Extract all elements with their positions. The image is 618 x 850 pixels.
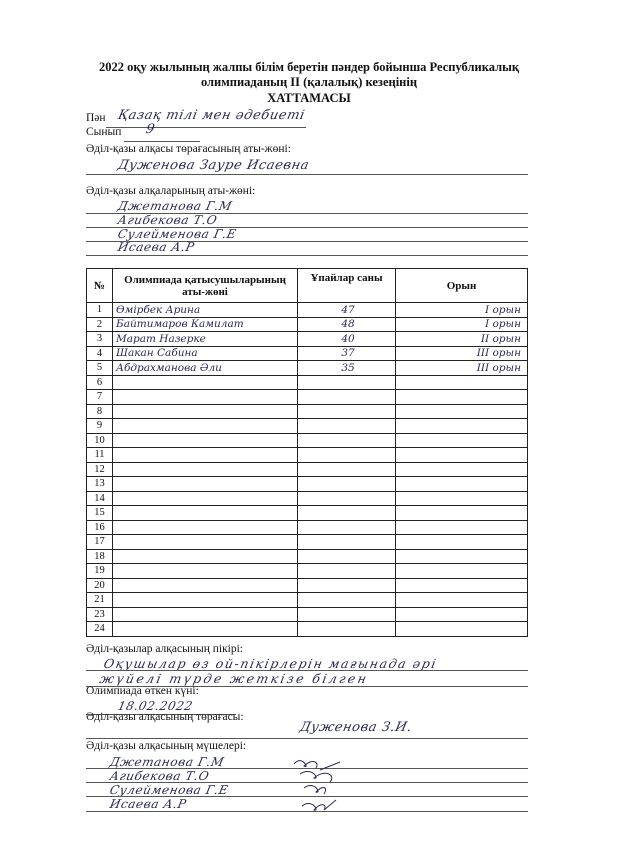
score-value	[298, 549, 396, 564]
grade-line	[124, 141, 200, 142]
table-row	[87, 317, 528, 332]
participant-name	[113, 477, 298, 492]
row-number: 18	[87, 549, 113, 564]
score-value	[298, 506, 396, 521]
date-value: 18.02.2022	[116, 699, 195, 713]
place-value	[396, 390, 528, 405]
members-label: Әділ-қазы алқаларының аты-жөні:	[86, 185, 256, 197]
footer-chair-line	[86, 738, 528, 739]
footer-member-1: Джетанова Г.М	[108, 755, 226, 769]
participant-name	[113, 462, 298, 477]
place-value: II орын	[396, 332, 528, 347]
place-value	[396, 535, 528, 550]
participant-name	[113, 433, 298, 448]
participant-name: Марат Назерке	[113, 332, 298, 347]
participant-name	[113, 491, 298, 506]
place-value: I орын	[396, 303, 528, 318]
participant-name	[113, 404, 298, 419]
place-value	[396, 593, 528, 608]
subject-line	[106, 127, 306, 128]
place-value	[396, 491, 528, 506]
participant-name: Абдрахманова Әли	[113, 361, 298, 376]
footer-members-label: Әділ-қазы алқасының мүшелері:	[86, 740, 247, 752]
place-value: III орын	[396, 361, 528, 376]
score-value	[298, 448, 396, 463]
participant-name	[113, 622, 298, 637]
member-2: Агибекова Т.О	[116, 213, 219, 227]
score-value	[298, 462, 396, 477]
score-value	[298, 578, 396, 593]
col-header-score: Ұпайлар саны	[298, 269, 396, 303]
member-1: Джетанова Г.М	[116, 199, 234, 213]
place-value	[396, 549, 528, 564]
score-value	[298, 491, 396, 506]
participant-name: Шакан Сабина	[113, 346, 298, 361]
score-value	[298, 593, 396, 608]
place-value	[396, 375, 528, 390]
table-row	[87, 346, 528, 361]
grade-label: Сынып	[86, 126, 122, 138]
subject-value: Қазақ тілі мен әдебиеті	[116, 108, 307, 123]
participant-name	[113, 593, 298, 608]
chair-label: Әділ-қазы алқасы төрағасының аты-жөні:	[86, 143, 291, 155]
table-row	[87, 390, 528, 405]
row-number: 8	[87, 404, 113, 419]
footer-chair-label: Әділ-қазы алқасының төрағасы:	[86, 711, 244, 723]
header-line-1: 2022 оқу жылының жалпы білім беретін пәндер бойынша Республикалық	[98, 60, 520, 74]
place-value	[396, 477, 528, 492]
table-row	[87, 578, 528, 593]
footer-member-3: Сулейменова Г.Е	[108, 783, 230, 797]
place-value	[396, 462, 528, 477]
table-row	[87, 520, 528, 535]
table-row	[87, 404, 528, 419]
place-value	[396, 404, 528, 419]
score-value	[298, 404, 396, 419]
opinion-line-2: жүйелі түрде жеткізе білген	[98, 671, 371, 686]
document-title: ХАТТАМАСЫ	[267, 91, 351, 105]
participant-name	[113, 448, 298, 463]
row-number: 21	[87, 593, 113, 608]
score-value	[298, 622, 396, 637]
table-row	[87, 506, 528, 521]
score-value: 37	[298, 346, 396, 361]
footer-member-2: Агибекова Т.О	[108, 769, 211, 783]
place-value	[396, 520, 528, 535]
row-number: 16	[87, 520, 113, 535]
table-row	[87, 448, 528, 463]
score-value: 47	[298, 303, 396, 318]
footer-member-4: Исаева А.Р	[108, 797, 188, 811]
table-row	[87, 361, 528, 376]
grade-value: 9	[144, 122, 157, 137]
row-number: 4	[87, 346, 113, 361]
table-body	[87, 303, 528, 637]
participant-name	[113, 549, 298, 564]
footer-chair-value: Дуженова З.И.	[298, 720, 414, 735]
row-number: 17	[87, 535, 113, 550]
participant-name	[113, 506, 298, 521]
score-value: 35	[298, 361, 396, 376]
subject-label: Пән	[86, 112, 106, 124]
table-row	[87, 564, 528, 579]
score-value	[298, 419, 396, 434]
score-value	[298, 375, 396, 390]
table-row	[87, 549, 528, 564]
row-number: 12	[87, 462, 113, 477]
score-value	[298, 390, 396, 405]
row-number: 11	[87, 448, 113, 463]
place-value: III орын	[396, 346, 528, 361]
opinion-label: Әділ-қазылар алқасының пікірі:	[86, 643, 243, 655]
col-header-participant: Олимпиада қатысушыларының аты-жөні	[113, 269, 298, 303]
place-value	[396, 433, 528, 448]
row-number: 1	[87, 303, 113, 318]
participant-name	[113, 535, 298, 550]
row-number: 13	[87, 477, 113, 492]
participant-name	[113, 520, 298, 535]
row-number: 24	[87, 622, 113, 637]
place-value	[396, 506, 528, 521]
row-number: 10	[87, 433, 113, 448]
member-signatures	[290, 752, 380, 820]
score-value	[298, 535, 396, 550]
participant-name: Өмірбек Арина	[113, 303, 298, 318]
participant-name	[113, 419, 298, 434]
row-number: 9	[87, 419, 113, 434]
place-value	[396, 564, 528, 579]
member-4: Исаева А.Р	[116, 240, 196, 254]
row-number: 20	[87, 578, 113, 593]
row-number: 15	[87, 506, 113, 521]
participant-name	[113, 390, 298, 405]
place-value: I орын	[396, 317, 528, 332]
row-number: 7	[87, 390, 113, 405]
table-row	[87, 303, 528, 318]
score-value	[298, 564, 396, 579]
place-value	[396, 448, 528, 463]
header-line-2: олимпиаданың II (қалалық) кезеңінің	[200, 75, 418, 89]
participant-name	[113, 375, 298, 390]
score-value	[298, 607, 396, 622]
opinion-line-1: Оқушылар өз ой-пікірлерін мағынада әрі	[102, 656, 439, 671]
table-row	[87, 622, 528, 637]
table-row	[87, 375, 528, 390]
row-number: 14	[87, 491, 113, 506]
score-value: 48	[298, 317, 396, 332]
place-value	[396, 578, 528, 593]
chair-line	[86, 174, 528, 175]
table-row	[87, 491, 528, 506]
place-value	[396, 622, 528, 637]
place-value	[396, 419, 528, 434]
member-line	[86, 255, 528, 256]
row-number: 2	[87, 317, 113, 332]
score-value	[298, 433, 396, 448]
participant-name: Байтимаров Камилат	[113, 317, 298, 332]
date-label: Олимпиада өткен күні:	[86, 685, 199, 697]
score-value	[298, 477, 396, 492]
score-value: 40	[298, 332, 396, 347]
table-row	[87, 419, 528, 434]
table-row	[87, 433, 528, 448]
table-header-row	[87, 269, 528, 303]
participant-name	[113, 564, 298, 579]
table-row	[87, 593, 528, 608]
participant-name	[113, 578, 298, 593]
table-row	[87, 332, 528, 347]
row-number: 6	[87, 375, 113, 390]
place-value	[396, 607, 528, 622]
row-number: 5	[87, 361, 113, 376]
member-3: Сулейменова Г.Е	[116, 227, 238, 241]
row-number: 23	[87, 607, 113, 622]
participant-name	[113, 607, 298, 622]
row-number: 3	[87, 332, 113, 347]
table-row	[87, 535, 528, 550]
results-table	[86, 268, 528, 637]
score-value	[298, 520, 396, 535]
table-row	[87, 462, 528, 477]
row-number: 19	[87, 564, 113, 579]
table-row	[87, 477, 528, 492]
col-header-number: №	[87, 269, 113, 303]
table-row	[87, 607, 528, 622]
chair-value: Дуженова Зауре Исаевна	[116, 158, 311, 173]
col-header-place: Орын	[396, 269, 528, 303]
